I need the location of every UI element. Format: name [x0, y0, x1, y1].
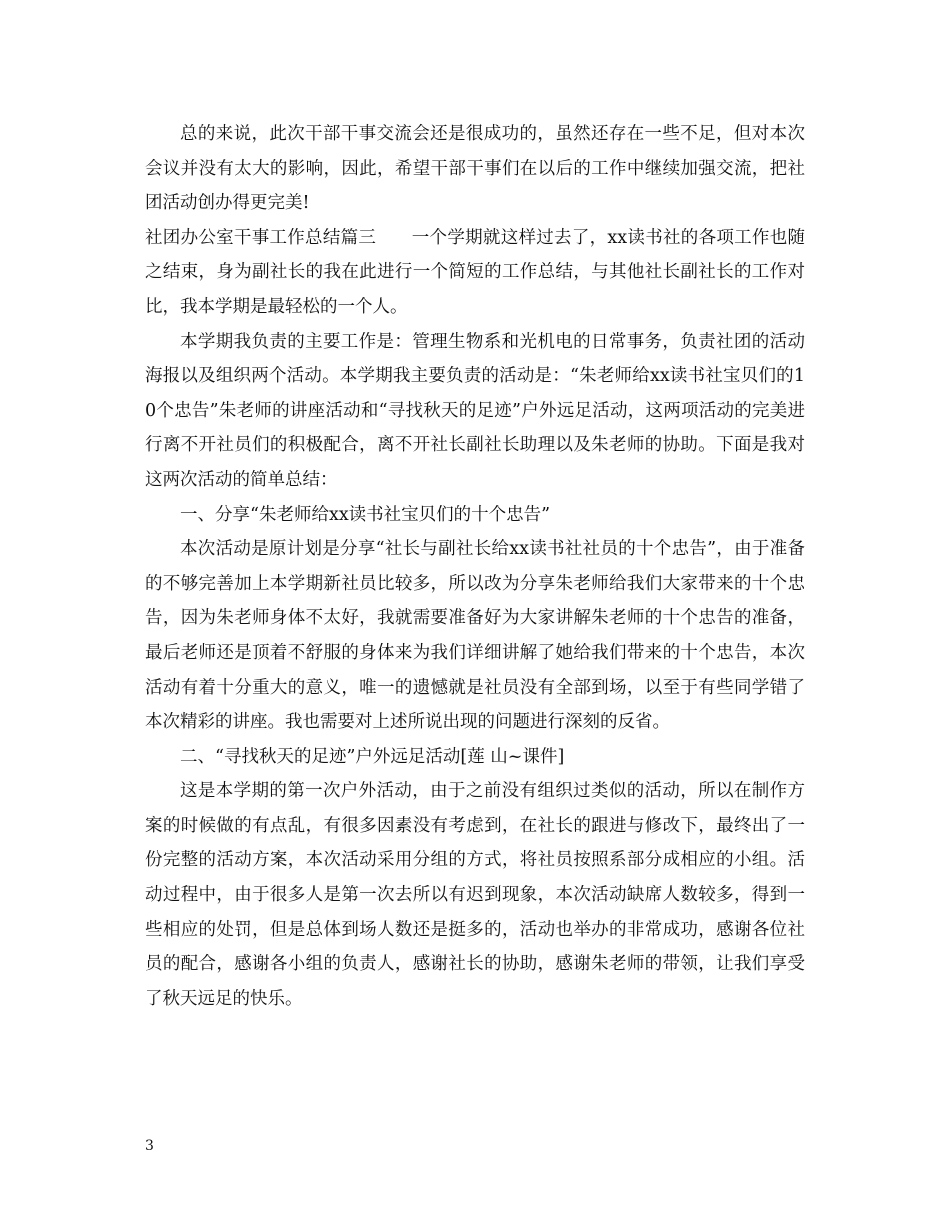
- heading-activity-two: 二、“寻找秋天的足迹”户外远足活动[莲 山~课件]: [180, 746, 565, 767]
- paragraph-conclusion: 总的来说，此次干部干事交流会还是很成功的，虽然还存在一些不足，但对本次会议并没有太大的影响，因此，希望干部干事们在以后的工作中继续加强交流，把社团活动创办得更完美!: [145, 124, 805, 214]
- paragraph-main-duties: 本学期我负责的主要工作是：管理生物系和光机电的日常事务，负责社团的活动海报以及组织两个活动。本学期我主要负责的活动是：“朱老师给xx读书社宝贝们的10个忠告”朱老师的讲座活动和“寻找秋天的足迹”户外远足活动，这两项活动的完美进行离不开社员们的积极配合，离不开社长副社长助理以及朱老师的协助。下面是我对这两次活动的简单总结：: [145, 331, 805, 490]
- paragraph-activity-two: 这是本学期的第一次户外活动，由于之前没有组织过类似的活动，所以在制作方案的时候做的有点乱，有很多因素没有考虑到，在社长的跟进与修改下，最终出了一份完整的活动方案，本次活动采用分组的方式，将社员按照系部分成相应的小组。活动过程中，由于很多人是第一次去所以有迟到现象，本次活动缺席人数较多，得到一些相应的处罚，但是总体到场人数还是挺多的，活动也举办的非常成功，感谢各位社员的配合，感谢各小组的负责人，感谢社长的协助，感谢朱老师的带领，让我们享受了秋天远足的快乐。: [145, 781, 805, 1009]
- paragraph-activity-one: 本次活动是原计划是分享“社长与副社长给xx读书社社员的十个忠告”，由于准备的不够完善加上本学期新社员比较多，所以改为分享朱老师给我们大家带来的十个忠告，因为朱老师身体不太好，我就需要准备好为大家讲解朱老师的十个忠告的准备，最后老师还是顶着不舒服的身体来为我们详细讲解了她给我们带来的十个忠告，本次活动有着十分重大的意义，唯一的遗憾就是社员没有全部到场，以至于有些同学错了本次精彩的讲座。我也需要对上述所说出现的问题进行深刻的反省。: [145, 539, 805, 733]
- paragraph-section-three-intro: 社团办公室干事工作总结篇三 一个学期就这样过去了，xx读书社的各项工作也随之结束，身为副社长的我在此进行一个简短的工作总结，与其他社长副社长的工作对比，我本学期是最轻松的一个人。: [145, 227, 805, 317]
- heading-activity-one: 一、分享“朱老师给xx读书社宝贝们的十个忠告”: [180, 504, 551, 525]
- page-number: 3: [145, 1138, 154, 1154]
- document-body: [145, 117, 805, 1016]
